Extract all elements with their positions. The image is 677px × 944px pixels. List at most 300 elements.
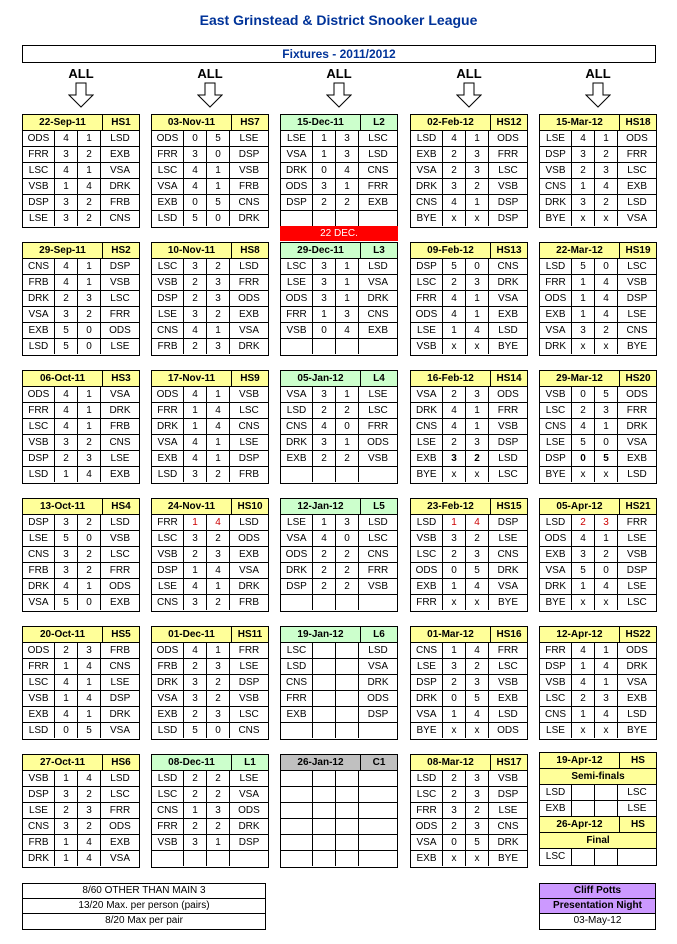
away-team: LSC xyxy=(239,405,259,416)
away-team: CNS xyxy=(367,309,389,320)
note-line: 8/60 OTHER THAN MAIN 3 xyxy=(23,884,265,899)
match-row xyxy=(540,307,656,323)
home-score: 3 xyxy=(443,803,466,818)
away-score: 2 xyxy=(466,451,489,466)
away-team: DSP xyxy=(109,693,131,704)
home-team: VSB xyxy=(152,275,184,290)
fixture-date: 09-Feb-12 xyxy=(411,243,491,258)
home-score: 4 xyxy=(55,403,78,418)
home-score: 1 xyxy=(572,707,595,722)
home-score: 4 xyxy=(313,531,336,546)
home-team: VSA xyxy=(281,387,313,402)
away-team: LSE xyxy=(110,453,130,464)
away-team: DRK xyxy=(367,677,389,688)
away-score: 2 xyxy=(207,531,230,546)
home-score xyxy=(313,467,336,482)
home-team: LSD xyxy=(281,403,313,418)
away-score: 1 xyxy=(207,579,230,594)
semi-team: LSC xyxy=(627,787,647,798)
home-score: 5 xyxy=(184,723,207,738)
home-team: LSC xyxy=(23,419,55,434)
home-team: DSP xyxy=(540,659,572,674)
home-score: x xyxy=(572,467,595,482)
away-team: CNS xyxy=(497,549,519,560)
home-team: LSE xyxy=(281,515,313,530)
match-row xyxy=(23,707,139,723)
home-team: LSD xyxy=(281,659,313,674)
home-score: 2 xyxy=(184,339,207,354)
away-team: LSD xyxy=(239,517,259,528)
away-team: DSP xyxy=(497,437,519,448)
away-score xyxy=(336,643,359,658)
home-team: FRR xyxy=(152,403,184,418)
away-team: VSB xyxy=(497,421,518,432)
match-row xyxy=(281,147,397,163)
away-score: x xyxy=(466,851,489,866)
away-score xyxy=(336,787,359,802)
fixture-date: 29-Dec-11 xyxy=(281,243,361,258)
match-row xyxy=(152,723,268,739)
down-arrow-icon xyxy=(326,82,352,108)
home-score: 4 xyxy=(572,643,595,658)
fixture-card xyxy=(151,498,269,612)
match-row xyxy=(281,339,397,355)
away-team: FRR xyxy=(497,405,519,416)
home-team: ODS xyxy=(411,563,443,578)
away-team: FRB xyxy=(110,645,130,656)
away-team: LSD xyxy=(627,709,647,720)
fixture-date: 15-Mar-12 xyxy=(540,115,620,130)
match-row xyxy=(23,435,139,451)
fixture-card xyxy=(22,626,140,740)
home-team: LSD xyxy=(23,339,55,354)
home-team: FRR xyxy=(281,691,313,706)
home-score: 2 xyxy=(443,435,466,450)
away-score: 3 xyxy=(207,707,230,722)
home-team: CNS xyxy=(152,323,184,338)
home-team: EXB xyxy=(540,547,572,562)
away-team: LSD xyxy=(368,149,388,160)
away-team: LSC xyxy=(627,261,647,272)
fixture-date: 02-Feb-12 xyxy=(411,115,491,130)
away-score: 4 xyxy=(336,323,359,338)
home-team: DSP xyxy=(152,291,184,306)
away-score: 4 xyxy=(595,579,618,594)
match-row xyxy=(281,643,397,659)
away-score: x xyxy=(466,211,489,226)
away-team: EXB xyxy=(497,693,518,704)
match-row xyxy=(411,547,527,563)
away-team xyxy=(359,595,397,610)
home-team: VSA xyxy=(540,323,572,338)
home-score: 2 xyxy=(443,787,466,802)
fixture-code: HS4 xyxy=(111,501,131,512)
home-team: DRK xyxy=(281,435,313,450)
away-team: LSD xyxy=(368,517,388,528)
away-score: 3 xyxy=(207,659,230,674)
away-team: LSD xyxy=(368,261,388,272)
away-team: LSC xyxy=(368,533,388,544)
home-score: 2 xyxy=(443,387,466,402)
away-score: 0 xyxy=(207,211,230,226)
home-team xyxy=(281,787,313,802)
away-score: 1 xyxy=(78,131,101,146)
match-row xyxy=(152,403,268,419)
home-team xyxy=(281,723,313,738)
home-score: 2 xyxy=(443,771,466,786)
home-score: x xyxy=(572,723,595,738)
fixture-code: HS12 xyxy=(496,117,522,128)
home-score: 0 xyxy=(313,163,336,178)
away-team: VSB xyxy=(497,677,518,688)
away-team: FRR xyxy=(626,517,648,528)
match-row xyxy=(411,147,527,163)
fixture-code: HS3 xyxy=(111,373,131,384)
away-score xyxy=(336,691,359,706)
home-team: VSA xyxy=(540,563,572,578)
away-score: 2 xyxy=(466,659,489,674)
match-row xyxy=(281,211,397,227)
away-score: 0 xyxy=(595,563,618,578)
home-score: 0 xyxy=(443,835,466,850)
away-team: ODS xyxy=(367,437,389,448)
away-team: EXB xyxy=(626,453,647,464)
home-team: CNS xyxy=(23,819,55,834)
match-row xyxy=(23,131,139,147)
all-label: ALL xyxy=(585,66,611,81)
home-score: 1 xyxy=(55,771,78,786)
away-score: 4 xyxy=(595,291,618,306)
away-score xyxy=(336,771,359,786)
home-team: LSD xyxy=(411,515,443,530)
home-team: DSP xyxy=(281,579,313,594)
home-score: 1 xyxy=(313,307,336,322)
match-row xyxy=(411,531,527,547)
away-score: 2 xyxy=(207,675,230,690)
away-score: 2 xyxy=(336,451,359,466)
home-score: 3 xyxy=(55,435,78,450)
home-team: VSB xyxy=(411,339,443,354)
away-score: 2 xyxy=(595,195,618,210)
away-team: LSE xyxy=(368,389,388,400)
home-team: VSA xyxy=(152,691,184,706)
match-row xyxy=(411,579,527,595)
fixture-date: 08-Mar-12 xyxy=(411,755,491,770)
home-score: 1 xyxy=(313,515,336,530)
fixture-date: 06-Oct-11 xyxy=(23,371,103,386)
home-team: DRK xyxy=(540,339,572,354)
match-row xyxy=(540,419,656,435)
home-score xyxy=(313,803,336,818)
away-team: LSD xyxy=(110,133,130,144)
home-score: 4 xyxy=(184,163,207,178)
away-team: LSD xyxy=(498,325,518,336)
match-row xyxy=(540,435,656,451)
home-score: x xyxy=(443,211,466,226)
away-team: ODS xyxy=(238,805,260,816)
home-team: VSB xyxy=(281,323,313,338)
home-score: 4 xyxy=(443,403,466,418)
home-score: 1 xyxy=(55,835,78,850)
home-score: 1 xyxy=(184,403,207,418)
home-team: LSE xyxy=(411,659,443,674)
home-score: 3 xyxy=(184,467,207,482)
home-team: VSB xyxy=(23,179,55,194)
away-score: 4 xyxy=(595,707,618,722)
away-score: 2 xyxy=(207,259,230,274)
match-row xyxy=(23,595,139,611)
away-team: CNS xyxy=(109,213,131,224)
away-team: FRB xyxy=(110,197,130,208)
away-team: EXB xyxy=(109,837,130,848)
home-score xyxy=(313,595,336,610)
away-team: LSD xyxy=(368,645,388,656)
match-row xyxy=(152,179,268,195)
away-score: 2 xyxy=(207,691,230,706)
fixture-code: L6 xyxy=(373,629,385,640)
home-team: EXB xyxy=(411,579,443,594)
match-row xyxy=(411,643,527,659)
home-score: 2 xyxy=(55,291,78,306)
home-team: LSC xyxy=(540,691,572,706)
home-score: 2 xyxy=(443,147,466,162)
home-team: LSE xyxy=(23,803,55,818)
away-team: LSE xyxy=(239,133,259,144)
semi-date: 19-Apr-12 xyxy=(540,753,620,768)
all-label: ALL xyxy=(326,66,352,81)
away-team xyxy=(359,803,397,818)
home-team: ODS xyxy=(540,291,572,306)
home-score: 1 xyxy=(572,659,595,674)
away-score: 0 xyxy=(78,531,101,546)
home-team: VSA xyxy=(23,595,55,610)
home-score xyxy=(313,211,336,226)
home-score: 2 xyxy=(184,275,207,290)
away-score: 4 xyxy=(466,323,489,338)
away-score: 2 xyxy=(78,515,101,530)
away-score: 1 xyxy=(466,291,489,306)
match-row xyxy=(152,851,268,867)
away-score: 4 xyxy=(78,691,101,706)
away-score: 3 xyxy=(78,451,101,466)
home-score xyxy=(313,835,336,850)
away-score: 4 xyxy=(78,659,101,674)
away-score: 1 xyxy=(78,419,101,434)
away-score: 1 xyxy=(595,643,618,658)
away-team: LSE xyxy=(110,341,130,352)
away-score: 2 xyxy=(78,819,101,834)
match-row xyxy=(23,547,139,563)
home-score: 3 xyxy=(572,195,595,210)
fixture-code: HS13 xyxy=(496,245,522,256)
fixture-date: 05-Jan-12 xyxy=(281,371,361,386)
away-score: 2 xyxy=(336,195,359,210)
match-row xyxy=(540,131,656,147)
home-score: x xyxy=(572,595,595,610)
away-team: DRK xyxy=(497,565,519,576)
away-score: 3 xyxy=(207,275,230,290)
away-team: DSP xyxy=(626,565,648,576)
match-row xyxy=(152,435,268,451)
match-row xyxy=(152,259,268,275)
fixture-date: 16-Feb-12 xyxy=(411,371,491,386)
home-team: DRK xyxy=(411,179,443,194)
away-score: 2 xyxy=(595,547,618,562)
home-team xyxy=(281,851,313,866)
match-row xyxy=(152,419,268,435)
match-row xyxy=(23,291,139,307)
away-score: 2 xyxy=(595,323,618,338)
fixture-card xyxy=(539,114,657,228)
fixture-card xyxy=(410,242,528,356)
fixture-card xyxy=(539,498,657,612)
away-score xyxy=(336,819,359,834)
match-row xyxy=(152,643,268,659)
home-score: 1 xyxy=(313,147,336,162)
match-row xyxy=(152,595,268,611)
home-score: 2 xyxy=(572,515,595,530)
away-score: 1 xyxy=(78,163,101,178)
home-score xyxy=(313,771,336,786)
fixture-card xyxy=(280,370,398,484)
fixture-code: HS2 xyxy=(111,245,131,256)
match-row xyxy=(23,835,139,851)
away-team: LSE xyxy=(627,581,647,592)
home-team: LSD xyxy=(540,515,572,530)
away-team: CNS xyxy=(497,261,519,272)
home-team: VSB xyxy=(23,691,55,706)
away-team: VSB xyxy=(497,181,518,192)
home-team: VSA xyxy=(152,435,184,450)
fixture-code: HS17 xyxy=(496,757,522,768)
fixture-card xyxy=(410,626,528,740)
fixture-card xyxy=(151,754,269,868)
away-score: 1 xyxy=(595,531,618,546)
away-team: VSB xyxy=(238,389,259,400)
away-score: x xyxy=(595,211,618,226)
match-row xyxy=(152,339,268,355)
home-team: LSE xyxy=(152,307,184,322)
away-score: 3 xyxy=(595,691,618,706)
home-team: VSB xyxy=(540,675,572,690)
match-row xyxy=(152,835,268,851)
home-score: 1 xyxy=(443,579,466,594)
match-row xyxy=(23,259,139,275)
home-score: 2 xyxy=(313,547,336,562)
home-score: 3 xyxy=(313,275,336,290)
home-score: 3 xyxy=(313,435,336,450)
away-team: LSC xyxy=(110,293,130,304)
away-team: VSA xyxy=(109,853,130,864)
home-team: CNS xyxy=(411,419,443,434)
match-row xyxy=(23,659,139,675)
away-team: LSC xyxy=(627,165,647,176)
away-score: 4 xyxy=(207,563,230,578)
match-row xyxy=(411,451,527,467)
away-score: 0 xyxy=(336,419,359,434)
home-score: 3 xyxy=(313,291,336,306)
home-score: 4 xyxy=(572,419,595,434)
match-row xyxy=(23,563,139,579)
away-team: LSE xyxy=(239,437,259,448)
semi-label: Semi-finals xyxy=(571,771,625,782)
home-score: 3 xyxy=(443,451,466,466)
home-score: 3 xyxy=(55,211,78,226)
away-team: FRR xyxy=(367,421,389,432)
home-score xyxy=(313,643,336,658)
match-row xyxy=(152,787,268,803)
away-team: CNS xyxy=(238,725,260,736)
away-score: 1 xyxy=(207,643,230,658)
home-team: CNS xyxy=(23,259,55,274)
away-score: 5 xyxy=(595,451,618,466)
home-team: VSA xyxy=(411,707,443,722)
dec-note: 22 DEC. xyxy=(280,226,398,241)
match-row xyxy=(540,595,656,611)
away-team: LSD xyxy=(627,469,647,480)
away-score: 2 xyxy=(78,195,101,210)
fixture-code: HS21 xyxy=(625,501,651,512)
home-score xyxy=(313,707,336,722)
match-row xyxy=(152,707,268,723)
home-score: 2 xyxy=(184,547,207,562)
home-score: x xyxy=(443,851,466,866)
match-row xyxy=(23,515,139,531)
fixture-code: L3 xyxy=(373,245,385,256)
away-team: ODS xyxy=(109,325,131,336)
home-score: 4 xyxy=(184,179,207,194)
match-row xyxy=(281,547,397,563)
home-score: 3 xyxy=(184,691,207,706)
away-team: LSE xyxy=(110,677,130,688)
final-code: HS xyxy=(631,819,645,830)
fixture-date: 27-Oct-11 xyxy=(23,755,103,770)
away-team: FRR xyxy=(367,181,389,192)
match-row xyxy=(540,323,656,339)
away-team: FRR xyxy=(238,277,260,288)
home-team: LSC xyxy=(411,787,443,802)
home-team xyxy=(281,339,313,354)
match-row xyxy=(411,707,527,723)
home-team: FRR xyxy=(152,515,184,530)
away-score xyxy=(336,339,359,354)
away-team xyxy=(359,467,397,482)
away-score: 1 xyxy=(336,259,359,274)
home-team: LSD xyxy=(23,723,55,738)
away-score: 2 xyxy=(78,211,101,226)
away-score: 2 xyxy=(207,467,230,482)
home-team: CNS xyxy=(411,643,443,658)
home-team: FRR xyxy=(540,275,572,290)
fixture-card xyxy=(410,114,528,228)
match-row xyxy=(281,707,397,723)
home-score: 2 xyxy=(184,787,207,802)
home-team: FRR xyxy=(411,291,443,306)
away-team: LSD xyxy=(110,773,130,784)
home-score: 1 xyxy=(572,307,595,322)
away-team: CNS xyxy=(109,661,131,672)
match-row xyxy=(411,467,527,483)
away-score xyxy=(336,211,359,226)
away-score: 3 xyxy=(78,643,101,658)
away-score: 1 xyxy=(336,387,359,402)
home-team: LSE xyxy=(411,435,443,450)
home-team: CNS xyxy=(540,419,572,434)
match-row xyxy=(411,403,527,419)
away-score: 5 xyxy=(466,835,489,850)
away-score: 0 xyxy=(595,259,618,274)
final-date: 26-Apr-12 xyxy=(540,817,620,832)
